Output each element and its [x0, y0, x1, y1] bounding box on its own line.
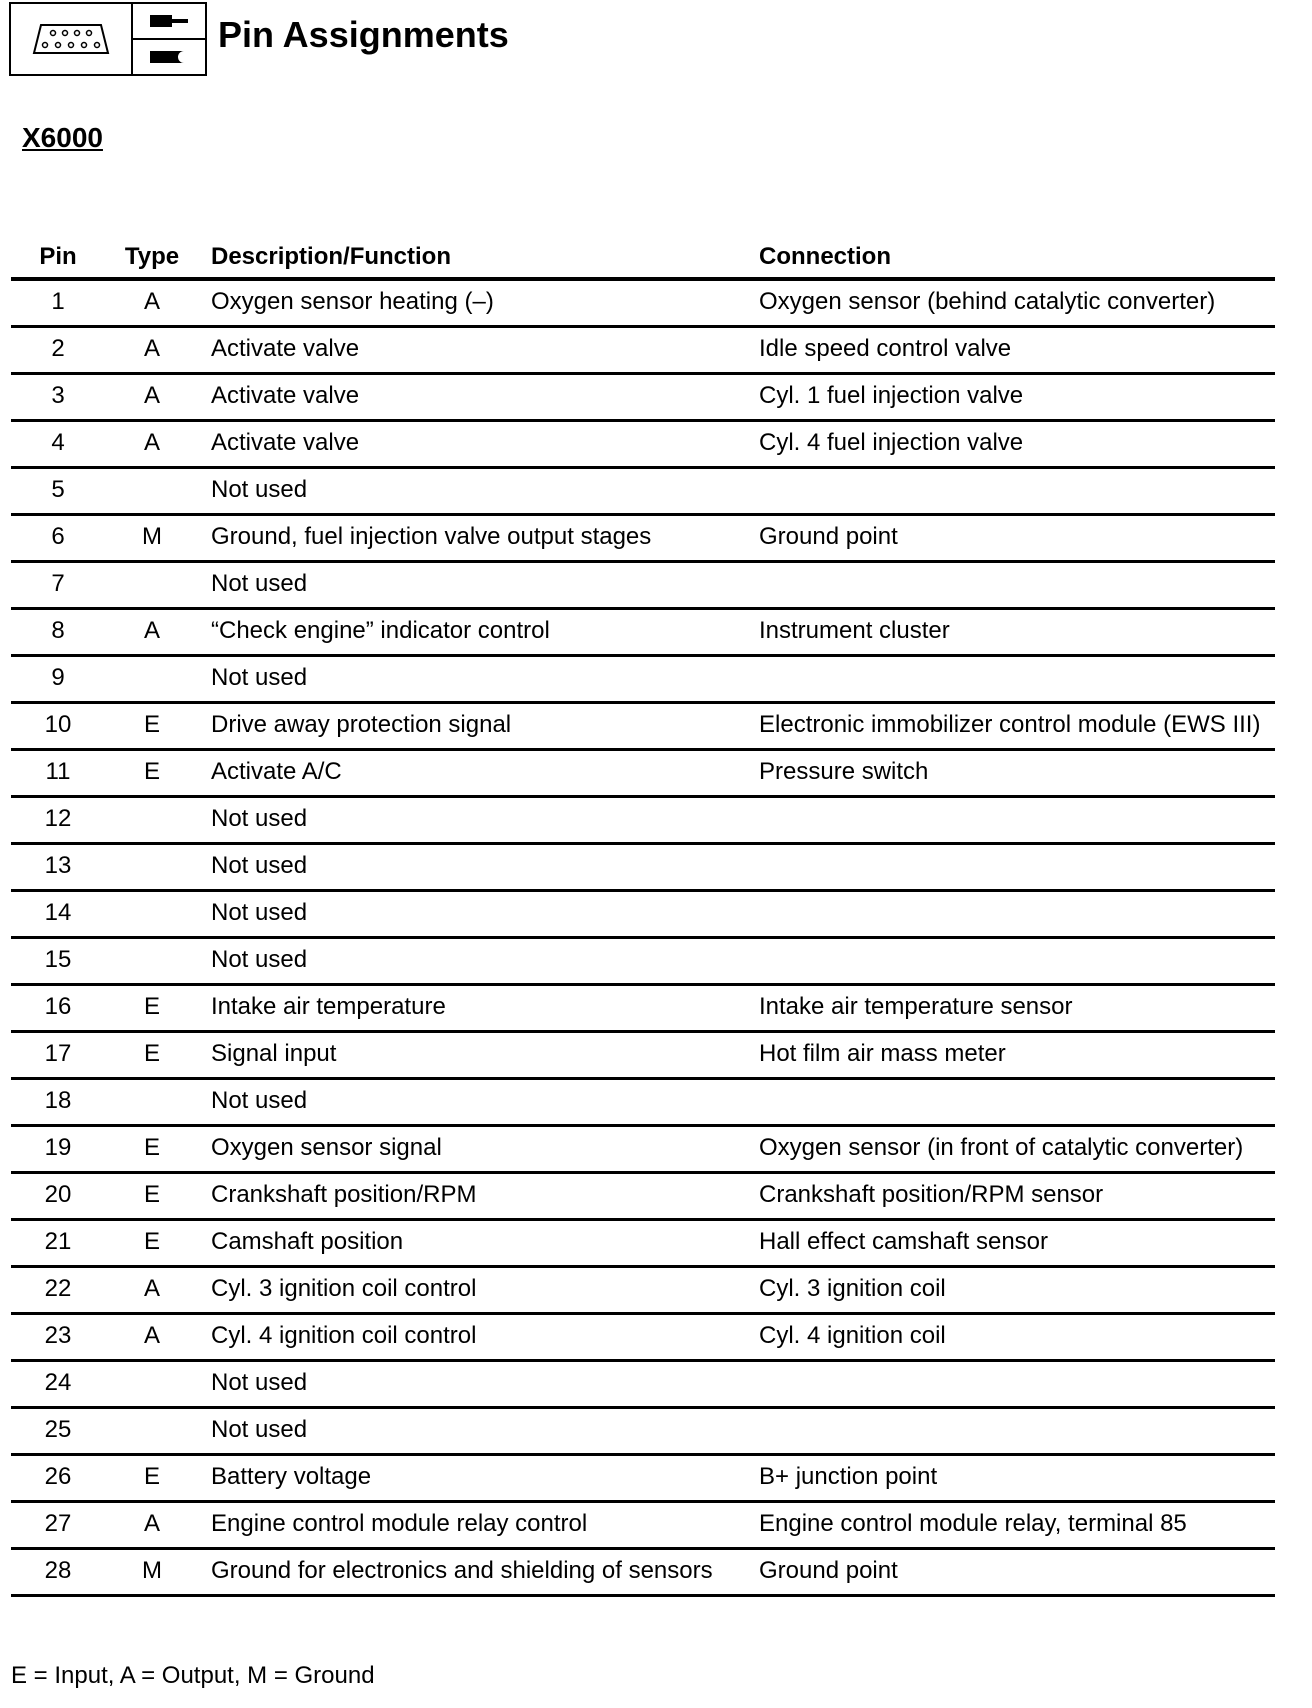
table-row — [11, 515, 1275, 562]
description-cell: Not used — [199, 656, 759, 703]
type-cell: E — [105, 1126, 199, 1173]
table-row — [11, 468, 1275, 515]
type-cell: A — [105, 609, 199, 656]
description-cell: Intake air temperature — [199, 985, 759, 1032]
description-cell: Activate valve — [199, 374, 759, 421]
table-row — [11, 1314, 1275, 1361]
connection-cell — [759, 468, 1275, 515]
type-cell — [105, 656, 199, 703]
table-row — [11, 1173, 1275, 1220]
column-header-connection: Connection — [759, 237, 1275, 279]
description-cell: Not used — [199, 938, 759, 985]
connection-cell — [759, 1408, 1275, 1455]
description-cell: Oxygen sensor heating (–) — [199, 279, 759, 327]
connection-cell: Oxygen sensor (in front of catalytic converter) — [759, 1126, 1275, 1173]
connection-cell — [759, 562, 1275, 609]
type-cell: M — [105, 1549, 199, 1596]
pin-cell: 20 — [11, 1173, 105, 1220]
connection-cell: Ground point — [759, 515, 1275, 562]
connection-cell: Cyl. 4 fuel injection valve — [759, 421, 1275, 468]
column-header-description: Description/Function — [199, 237, 759, 279]
type-cell — [105, 844, 199, 891]
type-cell: E — [105, 703, 199, 750]
connection-cell — [759, 1079, 1275, 1126]
description-cell: “Check engine” indicator control — [199, 609, 759, 656]
type-cell: E — [105, 1173, 199, 1220]
connection-cell: Crankshaft position/RPM sensor — [759, 1173, 1275, 1220]
description-cell: Crankshaft position/RPM — [199, 1173, 759, 1220]
description-cell: Cyl. 4 ignition coil control — [199, 1314, 759, 1361]
description-cell: Not used — [199, 797, 759, 844]
description-cell: Battery voltage — [199, 1455, 759, 1502]
description-cell: Engine control module relay control — [199, 1502, 759, 1549]
type-cell — [105, 1408, 199, 1455]
type-cell: E — [105, 750, 199, 797]
connection-cell — [759, 656, 1275, 703]
type-legend: E = Input, A = Output, M = Ground — [11, 1662, 375, 1689]
pin-cell: 11 — [11, 750, 105, 797]
table-row — [11, 844, 1275, 891]
connection-cell: Cyl. 1 fuel injection valve — [759, 374, 1275, 421]
connection-cell: Engine control module relay, terminal 85 — [759, 1502, 1275, 1549]
table-row — [11, 1079, 1275, 1126]
table-row — [11, 1032, 1275, 1079]
type-cell: A — [105, 421, 199, 468]
connection-cell: Electronic immobilizer control module (EWS III) — [759, 703, 1275, 750]
table-row — [11, 609, 1275, 656]
description-cell: Activate valve — [199, 327, 759, 374]
type-cell: A — [105, 1267, 199, 1314]
pin-cell: 7 — [11, 562, 105, 609]
connection-cell — [759, 1361, 1275, 1408]
description-cell: Not used — [199, 1079, 759, 1126]
table-row — [11, 1361, 1275, 1408]
type-cell: M — [105, 515, 199, 562]
pin-cell: 4 — [11, 421, 105, 468]
connection-cell: Oxygen sensor (behind catalytic converter) — [759, 279, 1275, 327]
pin-cell: 28 — [11, 1549, 105, 1596]
table-row — [11, 279, 1275, 327]
connection-cell: Hall effect camshaft sensor — [759, 1220, 1275, 1267]
type-cell — [105, 1361, 199, 1408]
type-cell: A — [105, 327, 199, 374]
pin-cell: 21 — [11, 1220, 105, 1267]
table-row — [11, 1549, 1275, 1596]
type-cell: E — [105, 1032, 199, 1079]
pin-cell: 25 — [11, 1408, 105, 1455]
table-row — [11, 703, 1275, 750]
type-cell: A — [105, 1314, 199, 1361]
type-cell — [105, 938, 199, 985]
type-cell — [105, 468, 199, 515]
type-cell: E — [105, 1455, 199, 1502]
pin-cell: 27 — [11, 1502, 105, 1549]
table-row — [11, 1502, 1275, 1549]
table-row — [11, 1220, 1275, 1267]
table-row — [11, 1126, 1275, 1173]
pin-cell: 16 — [11, 985, 105, 1032]
type-cell: E — [105, 985, 199, 1032]
description-cell: Signal input — [199, 1032, 759, 1079]
pin-cell: 12 — [11, 797, 105, 844]
connection-cell: Cyl. 3 ignition coil — [759, 1267, 1275, 1314]
table-row — [11, 421, 1275, 468]
pin-cell: 14 — [11, 891, 105, 938]
description-cell: Not used — [199, 1408, 759, 1455]
description-cell: Cyl. 3 ignition coil control — [199, 1267, 759, 1314]
description-cell: Activate A/C — [199, 750, 759, 797]
connection-cell: Hot film air mass meter — [759, 1032, 1275, 1079]
connection-cell — [759, 891, 1275, 938]
table-row — [11, 985, 1275, 1032]
pin-cell: 24 — [11, 1361, 105, 1408]
pin-cell: 18 — [11, 1079, 105, 1126]
table-row — [11, 562, 1275, 609]
connector-icon — [11, 4, 133, 74]
description-cell: Not used — [199, 844, 759, 891]
connection-cell — [759, 797, 1275, 844]
description-cell: Camshaft position — [199, 1220, 759, 1267]
table-row — [11, 891, 1275, 938]
table-row — [11, 327, 1275, 374]
pin-cell: 22 — [11, 1267, 105, 1314]
table-row — [11, 938, 1275, 985]
pin-cell: 13 — [11, 844, 105, 891]
connector-id: X6000 — [22, 122, 103, 153]
type-cell — [105, 562, 199, 609]
pin-cell: 8 — [11, 609, 105, 656]
table-row — [11, 1267, 1275, 1314]
type-cell: E — [105, 1220, 199, 1267]
pin-table — [11, 237, 1275, 1597]
pin-cell: 19 — [11, 1126, 105, 1173]
connection-cell: Instrument cluster — [759, 609, 1275, 656]
pin-assignment-icon-box — [9, 2, 207, 76]
connection-cell: Ground point — [759, 1549, 1275, 1596]
type-cell: A — [105, 1502, 199, 1549]
pin-cell: 26 — [11, 1455, 105, 1502]
pin-cell: 15 — [11, 938, 105, 985]
type-cell: A — [105, 279, 199, 327]
table-header-row — [11, 237, 1275, 279]
pin-cell: 2 — [11, 327, 105, 374]
type-cell — [105, 891, 199, 938]
connection-cell: Intake air temperature sensor — [759, 985, 1275, 1032]
description-cell: Activate valve — [199, 421, 759, 468]
description-cell: Not used — [199, 891, 759, 938]
pin-cell: 23 — [11, 1314, 105, 1361]
connection-cell: Idle speed control valve — [759, 327, 1275, 374]
connection-cell: B+ junction point — [759, 1455, 1275, 1502]
table-row — [11, 656, 1275, 703]
socket-icon — [133, 40, 205, 74]
pin-cell: 10 — [11, 703, 105, 750]
connection-cell — [759, 938, 1275, 985]
column-header-type: Type — [105, 237, 199, 279]
pin-cell: 3 — [11, 374, 105, 421]
table-row — [11, 797, 1275, 844]
pin-cell: 17 — [11, 1032, 105, 1079]
table-row — [11, 374, 1275, 421]
description-cell: Not used — [199, 1361, 759, 1408]
table-row — [11, 1408, 1275, 1455]
description-cell: Ground for electronics and shielding of sensors — [199, 1549, 759, 1596]
description-cell: Not used — [199, 468, 759, 515]
pin-cell: 9 — [11, 656, 105, 703]
connection-cell: Pressure switch — [759, 750, 1275, 797]
page-title: Pin Assignments — [218, 14, 509, 55]
table-row — [11, 750, 1275, 797]
description-cell: Drive away protection signal — [199, 703, 759, 750]
type-cell — [105, 797, 199, 844]
type-cell: A — [105, 374, 199, 421]
table-row — [11, 1455, 1275, 1502]
description-cell: Not used — [199, 562, 759, 609]
type-cell — [105, 1079, 199, 1126]
description-cell: Ground, fuel injection valve output stages — [199, 515, 759, 562]
column-header-pin: Pin — [11, 237, 105, 279]
connection-cell: Cyl. 4 ignition coil — [759, 1314, 1275, 1361]
connection-cell — [759, 844, 1275, 891]
description-cell: Oxygen sensor signal — [199, 1126, 759, 1173]
plug-icon — [133, 4, 205, 40]
pin-cell: 1 — [11, 279, 105, 327]
pin-cell: 5 — [11, 468, 105, 515]
pin-cell: 6 — [11, 515, 105, 562]
